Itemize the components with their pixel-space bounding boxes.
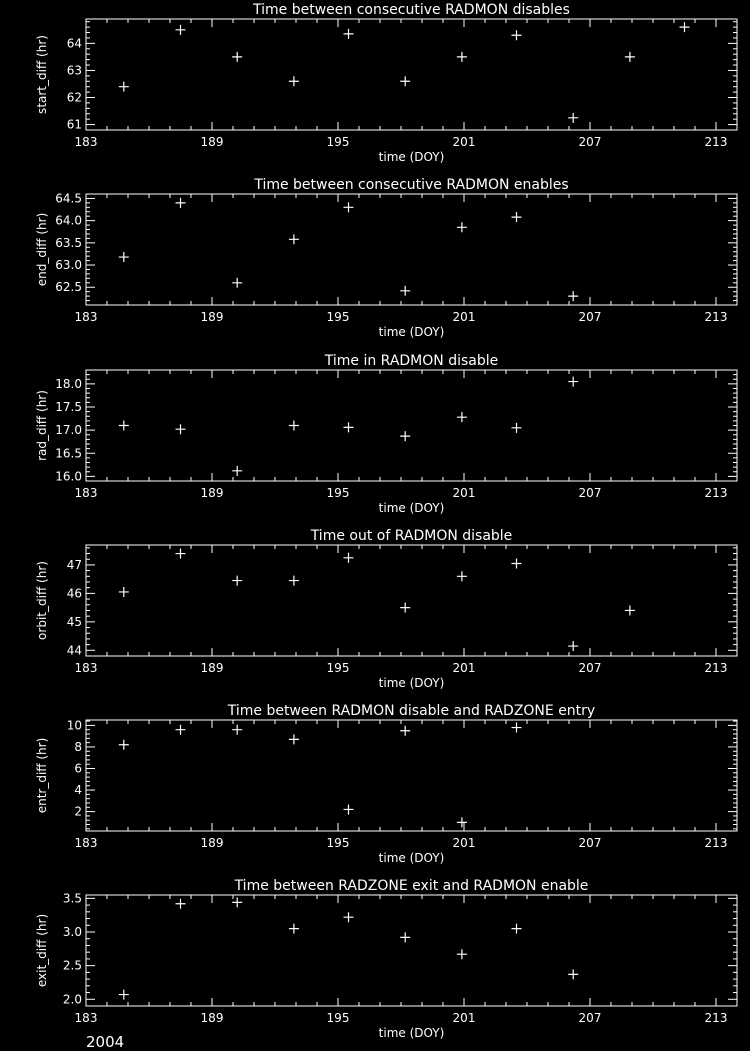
x-tick-label: 207 bbox=[578, 661, 602, 675]
plot-frame bbox=[86, 19, 737, 130]
x-tick-label: 207 bbox=[578, 310, 602, 324]
data-point bbox=[119, 421, 129, 431]
y-axis-label: exit_diff (hr) bbox=[35, 913, 49, 988]
y-tick-label: 62.5 bbox=[55, 280, 82, 295]
x-axis-label: time (DOY) bbox=[378, 325, 445, 339]
x-tick-label: 195 bbox=[326, 1011, 350, 1025]
data-point bbox=[232, 725, 242, 735]
data-point bbox=[176, 198, 186, 208]
y-tick-label: 62 bbox=[66, 90, 82, 105]
y-tick-label: 6 bbox=[74, 761, 82, 776]
x-tick-label: 183 bbox=[74, 1011, 98, 1025]
data-point bbox=[232, 52, 242, 62]
x-tick-label: 189 bbox=[200, 310, 224, 324]
y-tick-label: 3.5 bbox=[62, 891, 82, 906]
data-point bbox=[568, 291, 578, 301]
data-point bbox=[568, 969, 578, 979]
x-tick-label: 207 bbox=[578, 135, 602, 149]
y-tick-label: 16.5 bbox=[55, 446, 82, 461]
plot-frame bbox=[86, 370, 737, 481]
data-point bbox=[344, 422, 354, 432]
data-point bbox=[289, 924, 299, 934]
chart-panel-3 bbox=[35, 353, 737, 515]
x-tick-label: 195 bbox=[326, 310, 350, 324]
plot-frame bbox=[86, 194, 737, 305]
data-point bbox=[176, 549, 186, 559]
x-tick-label: 213 bbox=[704, 836, 728, 850]
data-point bbox=[625, 605, 635, 615]
data-point bbox=[289, 421, 299, 431]
data-point bbox=[176, 424, 186, 434]
data-point bbox=[512, 212, 522, 222]
data-point bbox=[119, 740, 129, 750]
y-tick-label: 18.0 bbox=[55, 376, 82, 391]
chart-panel-5 bbox=[35, 703, 737, 865]
x-tick-label: 189 bbox=[200, 135, 224, 149]
data-point bbox=[568, 641, 578, 651]
x-tick-label: 213 bbox=[704, 310, 728, 324]
x-tick-label: 183 bbox=[74, 310, 98, 324]
data-point bbox=[568, 377, 578, 387]
data-point bbox=[344, 804, 354, 814]
plot-frame bbox=[86, 720, 737, 831]
x-tick-label: 183 bbox=[74, 486, 98, 500]
y-tick-label: 3.0 bbox=[62, 925, 82, 939]
data-point bbox=[400, 603, 410, 613]
data-point bbox=[344, 202, 354, 212]
data-point bbox=[232, 466, 242, 476]
x-axis-label: time (DOY) bbox=[378, 1026, 445, 1040]
x-axis-label: time (DOY) bbox=[378, 851, 445, 865]
data-point bbox=[512, 924, 522, 934]
y-axis-label: start_diff (hr) bbox=[35, 35, 49, 114]
x-tick-label: 183 bbox=[74, 836, 98, 850]
y-axis-label: rad_diff (hr) bbox=[35, 390, 49, 461]
x-tick-label: 207 bbox=[578, 486, 602, 500]
y-tick-label: 64 bbox=[66, 36, 82, 51]
y-tick-label: 2.0 bbox=[62, 992, 82, 1007]
y-tick-label: 2 bbox=[74, 804, 82, 819]
data-point bbox=[289, 734, 299, 744]
x-tick-label: 207 bbox=[578, 1011, 602, 1025]
x-tick-label: 201 bbox=[452, 486, 476, 500]
x-axis-label: time (DOY) bbox=[378, 501, 445, 515]
y-tick-label: 44 bbox=[66, 643, 82, 658]
data-point bbox=[457, 52, 467, 62]
data-point bbox=[457, 412, 467, 422]
data-point bbox=[344, 912, 354, 922]
x-tick-label: 201 bbox=[452, 1011, 476, 1025]
chart-panel-4 bbox=[35, 528, 737, 690]
chart-title: Time between consecutive RADMON enables bbox=[254, 177, 569, 193]
data-point bbox=[457, 817, 467, 827]
data-point bbox=[344, 29, 354, 39]
x-axis-label: time (DOY) bbox=[378, 676, 445, 690]
data-point bbox=[400, 431, 410, 441]
y-tick-label: 63.0 bbox=[55, 258, 82, 273]
data-point bbox=[457, 571, 467, 581]
chart-panel-2 bbox=[35, 177, 737, 339]
x-tick-label: 189 bbox=[200, 661, 224, 675]
x-tick-label: 195 bbox=[326, 486, 350, 500]
y-tick-label: 61 bbox=[66, 117, 82, 132]
data-point bbox=[119, 990, 129, 1000]
data-point bbox=[568, 113, 578, 123]
data-point bbox=[512, 423, 522, 433]
y-tick-label: 16.0 bbox=[55, 469, 82, 484]
y-tick-label: 46 bbox=[66, 586, 82, 601]
data-point bbox=[512, 559, 522, 569]
data-point bbox=[400, 932, 410, 942]
plot-frame bbox=[86, 895, 737, 1006]
chart-title: Time between RADMON disable and RADZONE entry bbox=[227, 703, 596, 719]
y-tick-label: 10 bbox=[66, 718, 82, 733]
data-point bbox=[457, 222, 467, 232]
x-tick-label: 189 bbox=[200, 486, 224, 500]
x-tick-label: 213 bbox=[704, 1011, 728, 1025]
data-point bbox=[176, 725, 186, 735]
year-label: 2004 bbox=[86, 1033, 125, 1051]
data-point bbox=[344, 553, 354, 563]
y-tick-label: 64.5 bbox=[55, 191, 82, 206]
x-tick-label: 195 bbox=[326, 661, 350, 675]
y-tick-label: 47 bbox=[66, 557, 82, 572]
y-axis-label: end_diff (hr) bbox=[35, 212, 49, 287]
chart-panel-1 bbox=[35, 2, 737, 164]
x-tick-label: 195 bbox=[326, 836, 350, 850]
y-axis-label: orbit_diff (hr) bbox=[35, 561, 49, 640]
x-tick-label: 183 bbox=[74, 135, 98, 149]
x-tick-label: 201 bbox=[452, 661, 476, 675]
plot-frame bbox=[86, 545, 737, 656]
data-point bbox=[512, 723, 522, 733]
y-tick-label: 2.5 bbox=[62, 958, 82, 973]
x-tick-label: 213 bbox=[704, 486, 728, 500]
data-point bbox=[625, 52, 635, 62]
chart-title: Time out of RADMON disable bbox=[310, 528, 513, 544]
x-tick-label: 207 bbox=[578, 836, 602, 850]
x-tick-label: 213 bbox=[704, 135, 728, 149]
data-point bbox=[680, 22, 690, 32]
data-point bbox=[176, 899, 186, 909]
chart-title: Time between consecutive RADMON disables bbox=[253, 2, 570, 18]
data-point bbox=[119, 587, 129, 597]
data-point bbox=[289, 234, 299, 244]
data-point bbox=[232, 897, 242, 907]
data-point bbox=[400, 726, 410, 736]
data-point bbox=[119, 252, 129, 262]
data-point bbox=[289, 76, 299, 86]
x-tick-label: 189 bbox=[200, 836, 224, 850]
x-tick-label: 195 bbox=[326, 135, 350, 149]
data-point bbox=[512, 30, 522, 40]
x-tick-label: 183 bbox=[74, 661, 98, 675]
chart-panel-6 bbox=[35, 878, 737, 1040]
y-tick-label: 17.5 bbox=[55, 400, 82, 414]
data-point bbox=[176, 25, 186, 35]
data-point bbox=[289, 576, 299, 586]
chart-title: Time between RADZONE exit and RADMON enable bbox=[234, 878, 589, 894]
y-tick-label: 45 bbox=[66, 614, 82, 629]
x-tick-label: 189 bbox=[200, 1011, 224, 1025]
x-tick-label: 201 bbox=[452, 836, 476, 850]
x-axis-label: time (DOY) bbox=[378, 150, 445, 164]
y-tick-label: 63 bbox=[66, 63, 82, 78]
y-tick-label: 64.0 bbox=[55, 213, 82, 228]
x-tick-label: 201 bbox=[452, 135, 476, 149]
y-tick-label: 63.5 bbox=[55, 235, 82, 250]
chart-title: Time in RADMON disable bbox=[324, 353, 499, 369]
x-tick-label: 213 bbox=[704, 661, 728, 675]
data-point bbox=[119, 82, 129, 92]
data-point bbox=[232, 576, 242, 586]
data-point bbox=[232, 278, 242, 288]
data-point bbox=[400, 286, 410, 296]
y-tick-label: 4 bbox=[74, 783, 82, 798]
y-tick-label: 17.0 bbox=[55, 423, 82, 438]
data-point bbox=[400, 76, 410, 86]
data-point bbox=[457, 949, 467, 959]
y-axis-label: entr_diff (hr) bbox=[35, 737, 49, 814]
x-tick-label: 201 bbox=[452, 310, 476, 324]
y-tick-label: 8 bbox=[74, 739, 82, 754]
